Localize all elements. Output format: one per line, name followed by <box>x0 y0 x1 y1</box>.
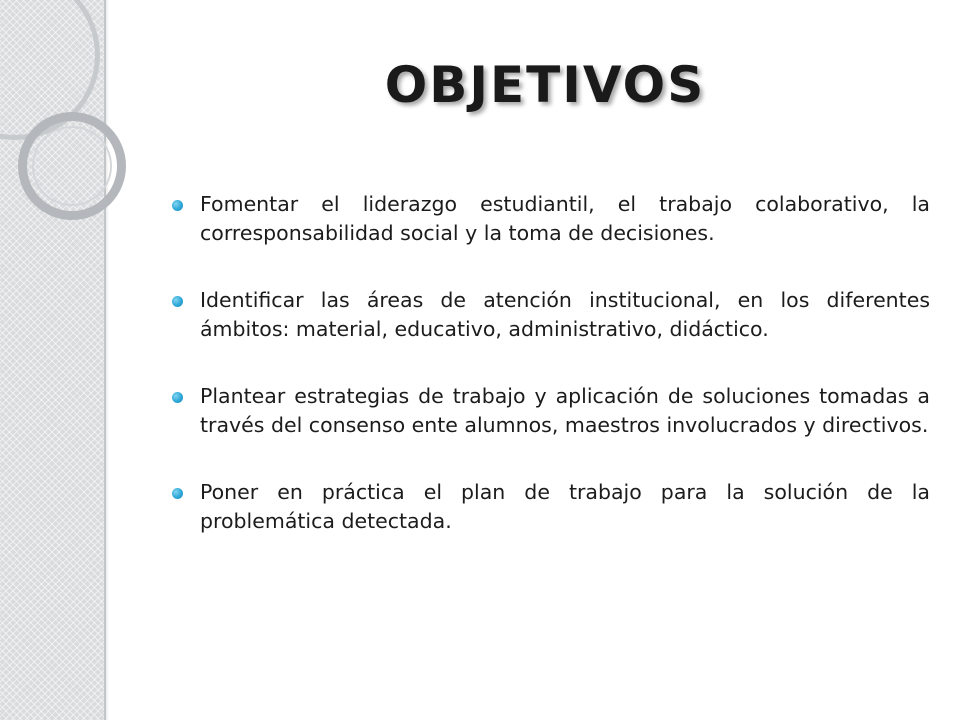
bullet-dot-icon <box>172 296 183 307</box>
bullet-dot-icon <box>172 488 183 499</box>
list-item <box>172 382 930 440</box>
bullet-text: Fomentar el liderazgo estudiantil, el trabajo colaborativo, la corresponsabilidad social y la toma de decisiones. <box>200 192 930 245</box>
bullet-dot-icon <box>172 392 183 403</box>
side-strip-shadow <box>106 0 109 720</box>
slide-title: OBJETIVOS <box>384 56 706 114</box>
bullet-dot-icon <box>172 200 183 211</box>
objectives-list <box>172 190 930 574</box>
decorative-ring-small <box>32 126 112 206</box>
bullet-text: Identificar las áreas de atención institucional, en los diferentes ámbitos: material, educativo, administrativo, didáctico. <box>200 288 930 341</box>
list-item <box>172 190 930 248</box>
list-item <box>172 478 930 536</box>
bullet-text: Poner en práctica el plan de trabajo para la solución de la problemática detectada. <box>200 480 930 533</box>
bullet-text: Plantear estrategias de trabajo y aplicación de soluciones tomadas a través del consenso ente alumnos, maestros involucrados y directivos. <box>200 384 930 437</box>
list-item <box>172 286 930 344</box>
